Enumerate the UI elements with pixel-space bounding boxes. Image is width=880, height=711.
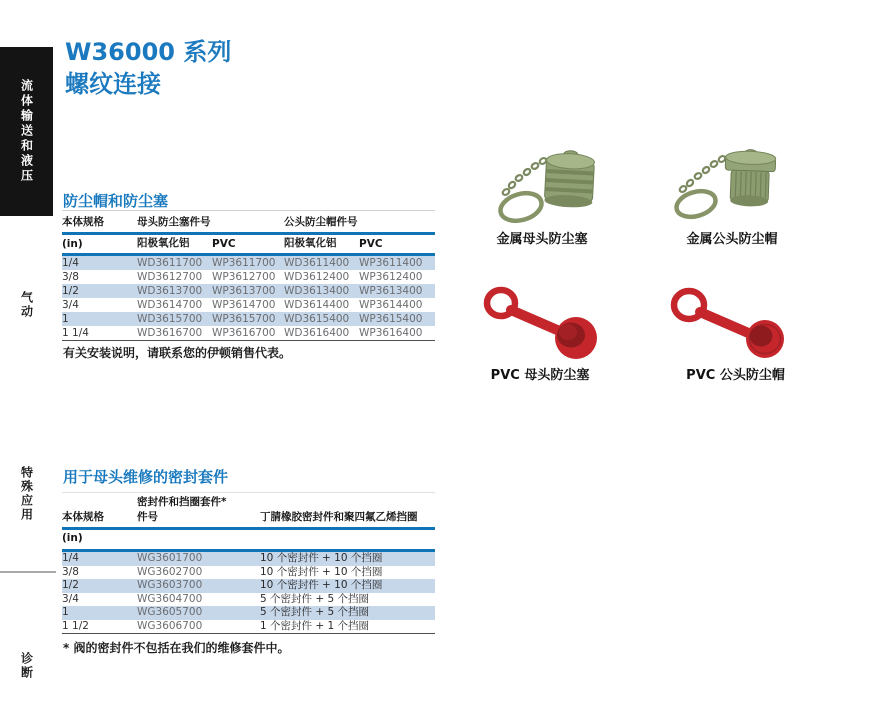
metal-female-plug-caption: 金属母头防尘塞 xyxy=(496,232,588,247)
table2-header-kit-part xyxy=(137,494,260,526)
cell-kit-part: WG3601700 xyxy=(137,552,203,564)
section2-heading: 用于母头维修的密封套件 xyxy=(63,468,229,486)
table2-header-body-size: 本体规格 xyxy=(62,511,104,523)
table-row xyxy=(62,284,435,298)
table2-unit-label: (in) xyxy=(62,532,83,544)
cell-male-pvc: WP3612400 xyxy=(359,271,423,283)
seal-kit-table xyxy=(62,494,435,634)
table1-sub-header-row xyxy=(62,235,435,252)
cell-size: 1/4 xyxy=(62,552,79,564)
table-row xyxy=(62,326,435,340)
table1-bottom-rule xyxy=(62,340,435,341)
metal-male-cap-caption: 金属公头防尘帽 xyxy=(686,232,778,247)
cell-male-pvc: WP3615400 xyxy=(359,313,423,325)
table-row xyxy=(62,298,435,312)
cell-size: 3/8 xyxy=(62,271,79,283)
cell-female-alu: WD3611700 xyxy=(137,257,203,269)
cell-female-pvc: WP3615700 xyxy=(212,313,276,325)
page-subtitle: 螺纹连接 xyxy=(65,70,161,98)
sidebar-tab-special-applications-label: 特殊应用 xyxy=(19,466,34,522)
cell-size: 1/4 xyxy=(62,257,79,269)
cell-kit-contents: 1 个密封件 + 1 个挡圈 xyxy=(260,619,370,632)
table1-subheader-alu-2: 阳极氧化铝 xyxy=(284,237,337,249)
cell-size: 1 1/2 xyxy=(62,619,89,632)
table2-header-row xyxy=(62,494,435,526)
pvc-female-plug-caption: PVC 母头防尘塞 xyxy=(490,368,590,383)
table1-header-body-size: 本体规格 xyxy=(62,216,104,228)
dust-cap-plug-table xyxy=(62,214,435,341)
page-title: W36000 系列 xyxy=(65,38,232,66)
table-row xyxy=(62,579,435,593)
cell-male-alu: WD3615400 xyxy=(284,313,350,325)
table-row xyxy=(62,620,435,634)
cell-male-alu: WD3612400 xyxy=(284,271,350,283)
cell-male-alu: WD3616400 xyxy=(284,327,350,339)
table-row xyxy=(62,606,435,620)
table1-subheader-pvc-1: PVC xyxy=(212,238,236,250)
cell-female-pvc: WP3611700 xyxy=(212,257,276,269)
cell-female-alu: WD3616700 xyxy=(137,327,203,339)
table-row xyxy=(62,312,435,326)
sidebar-tab-fluid-power xyxy=(0,47,53,216)
table1-subheader-unit: (in) xyxy=(62,238,83,250)
cell-female-pvc: WP3612700 xyxy=(212,271,276,283)
table-row xyxy=(62,593,435,607)
metal-male-cap-image xyxy=(656,146,781,232)
table2-header-contents: 丁腈橡胶密封件和聚四氟乙烯挡圈 xyxy=(260,511,418,523)
cell-male-pvc: WP3616400 xyxy=(359,327,423,339)
seal-kit-footnote: * 阀的密封件不包括在我们的维修套件中。 xyxy=(63,641,290,655)
cell-female-pvc: WP3613700 xyxy=(212,285,276,297)
cell-male-alu: WD3611400 xyxy=(284,257,350,269)
cell-kit-contents: 10 个密封件 + 10 个挡圈 xyxy=(260,579,383,591)
table1-subheader-pvc-2: PVC xyxy=(359,238,383,250)
sidebar-tab-fluid-power-label: 流体输送和液压 xyxy=(19,79,34,184)
cell-kit-part: WG3602700 xyxy=(137,565,203,578)
section2-rule xyxy=(62,492,435,493)
cell-size: 3/8 xyxy=(62,565,79,578)
cell-male-pvc: WP3611400 xyxy=(359,257,423,269)
pvc-male-cap-caption: PVC 公头防尘帽 xyxy=(686,368,785,383)
table2-header-kit-line2: 件号 xyxy=(137,511,158,523)
cell-kit-part: WG3605700 xyxy=(137,606,203,618)
cell-female-alu: WD3612700 xyxy=(137,271,203,283)
sidebar-divider xyxy=(0,571,56,573)
cell-kit-part: WG3603700 xyxy=(137,579,203,591)
table2-unit-row xyxy=(62,530,435,548)
table2-header-kit-line1: 密封件和挡圈套件* xyxy=(137,496,227,508)
pvc-male-cap-image xyxy=(660,282,800,364)
cell-kit-contents: 5 个密封件 + 5 个挡圈 xyxy=(260,606,370,618)
sidebar-tab-special-applications xyxy=(0,466,53,522)
cell-size: 1/2 xyxy=(62,579,79,591)
table1-group-header-row xyxy=(62,214,435,231)
cell-female-alu: WD3613700 xyxy=(137,285,203,297)
cell-size: 1 1/4 xyxy=(62,327,89,339)
cell-female-alu: WD3615700 xyxy=(137,313,203,325)
cell-male-alu: WD3613400 xyxy=(284,285,350,297)
table2-bottom-rule xyxy=(62,633,435,634)
section1-rule xyxy=(62,210,435,211)
sidebar-tab-diagnostics-label: 诊断 xyxy=(19,652,34,680)
cell-size: 1/2 xyxy=(62,285,79,297)
table1-subheader-alu-1: 阳极氧化铝 xyxy=(137,237,190,249)
cell-kit-contents: 10 个密封件 + 10 个挡圈 xyxy=(260,565,383,578)
installation-note: 有关安装说明，请联系您的伊顿销售代表。 xyxy=(63,346,292,360)
cell-female-pvc: WP3614700 xyxy=(212,299,276,311)
cell-kit-part: WG3606700 xyxy=(137,619,203,632)
cell-size: 3/4 xyxy=(62,299,79,311)
cell-male-alu: WD3614400 xyxy=(284,299,350,311)
cell-female-alu: WD3614700 xyxy=(137,299,203,311)
metal-female-plug-image xyxy=(479,146,604,232)
cell-size: 3/4 xyxy=(62,592,79,605)
cell-size: 1 xyxy=(62,606,69,618)
table-row xyxy=(62,270,435,284)
cell-male-pvc: WP3614400 xyxy=(359,299,423,311)
sidebar-tab-pneumatic-label: 气动 xyxy=(19,291,34,319)
section1-heading: 防尘帽和防尘塞 xyxy=(63,192,169,210)
cell-male-pvc: WP3613400 xyxy=(359,285,423,297)
pvc-female-plug-image xyxy=(476,282,611,364)
table-row xyxy=(62,256,435,270)
cell-kit-part: WG3604700 xyxy=(137,592,203,605)
table-row xyxy=(62,552,435,566)
sidebar-tab-pneumatic xyxy=(0,291,53,319)
table-row xyxy=(62,566,435,580)
cell-size: 1 xyxy=(62,313,69,325)
cell-female-pvc: WP3616700 xyxy=(212,327,276,339)
sidebar-tab-diagnostics xyxy=(0,652,53,680)
table1-header-female-plug: 母头防尘塞件号 xyxy=(137,216,211,228)
cell-kit-contents: 10 个密封件 + 10 个挡圈 xyxy=(260,552,383,564)
cell-kit-contents: 5 个密封件 + 5 个挡圈 xyxy=(260,592,370,605)
table1-header-male-cap: 公头防尘帽件号 xyxy=(284,216,358,228)
